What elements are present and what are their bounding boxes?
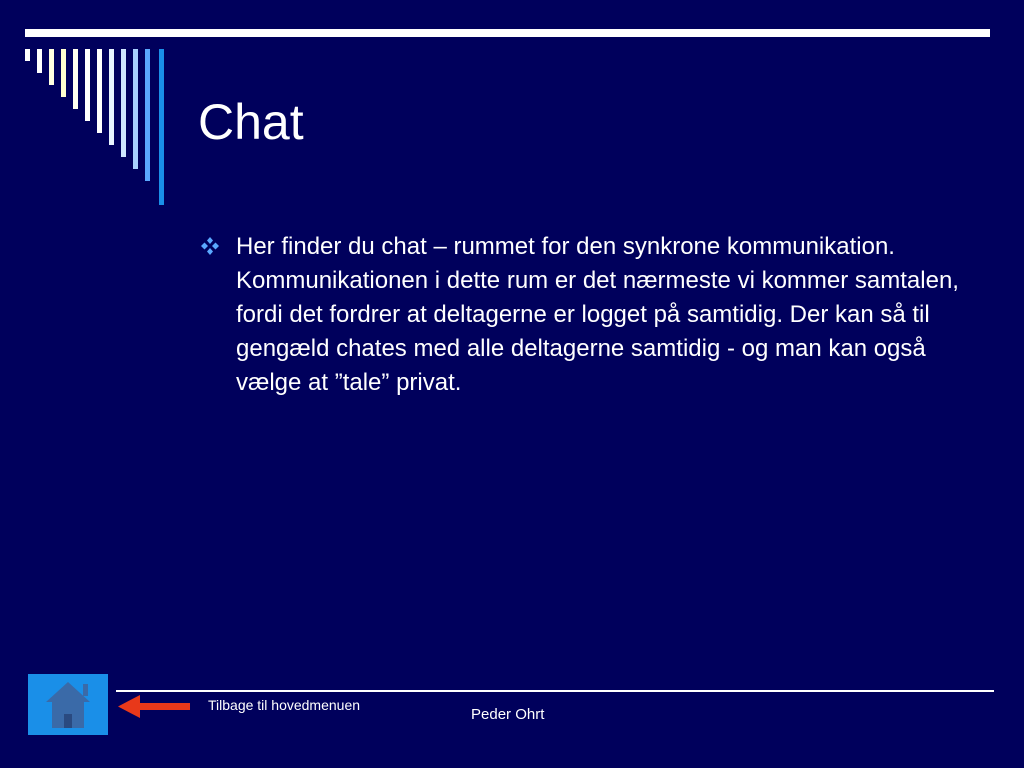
slide-title: Chat xyxy=(198,94,304,150)
bullet-item xyxy=(200,230,970,400)
left-arrow-icon[interactable] xyxy=(116,694,192,720)
bottom-divider-line xyxy=(116,690,994,692)
home-button[interactable] xyxy=(28,674,108,735)
decorative-stripes xyxy=(25,49,170,209)
bullet-text: Her finder du chat – rummet for den synkrone kommunikation. Kommunikationen i dette rum er det nærmeste vi kommer samtalen, fordi det fordrer at deltagerne er logget på samtidig. Der kan så til gengæld chates med alle deltagerne samtidig - og man kan også vælge at ”tale” privat. xyxy=(236,233,959,396)
slide-content xyxy=(200,230,970,400)
back-to-main-menu-link[interactable]: Tilbage til hovedmenuen xyxy=(208,697,361,713)
home-icon xyxy=(28,674,108,735)
top-divider-line xyxy=(25,29,990,37)
author-name: Peder Ohrt xyxy=(471,706,545,723)
diamond-cluster-icon xyxy=(200,236,220,256)
